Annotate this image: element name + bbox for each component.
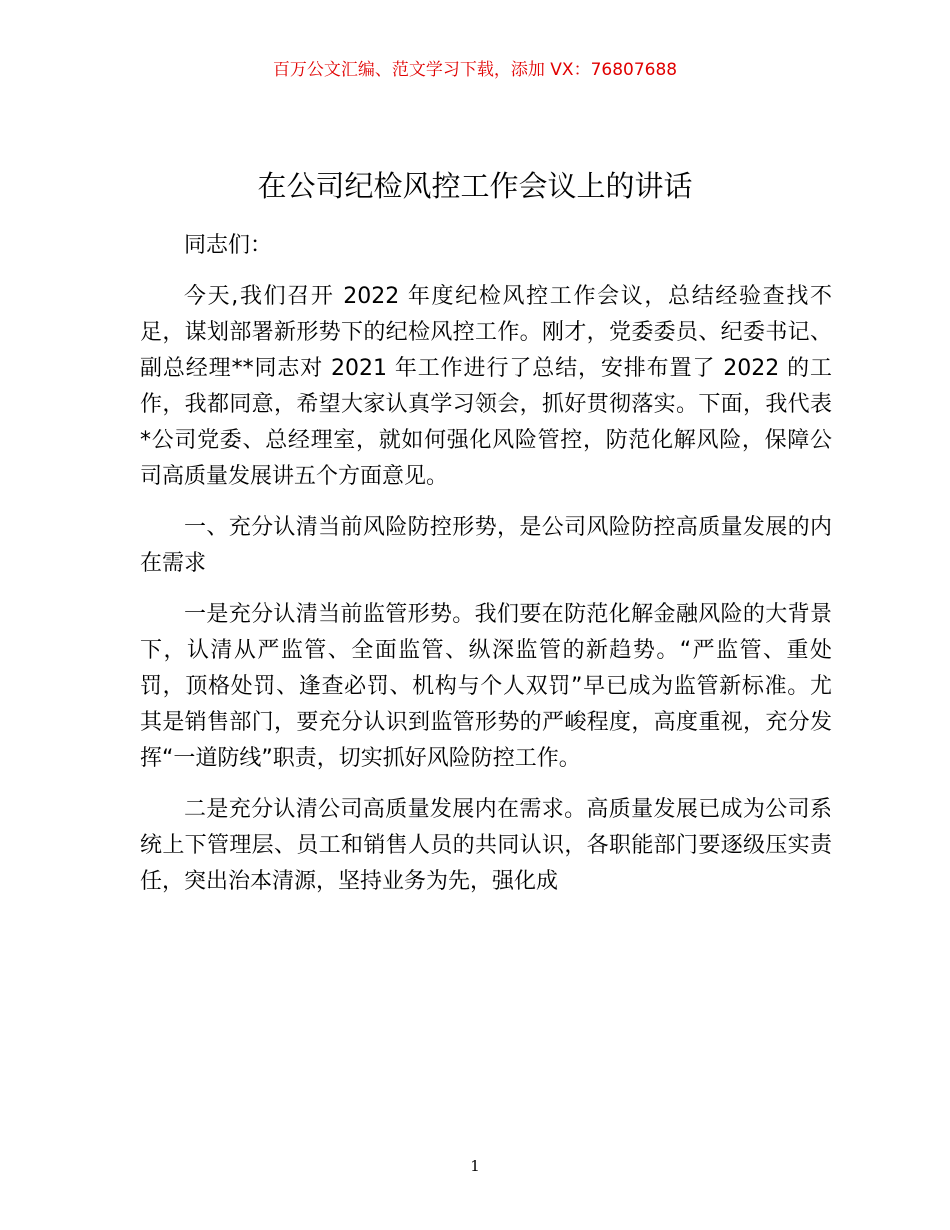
header-banner: 百万公文汇编、范文学习下载，添加 VX：76807688 <box>272 60 678 80</box>
point-two-paragraph: 二是充分认清公司高质量发展内在需求。高质量发展已成为公司系统上下管理层、员工和销售人员的共同认识，各职能部门要逐级压实责任，突出治本清源，坚持业务为先，强化成 <box>140 797 832 894</box>
salutation-paragraph: 同志们： <box>184 233 273 258</box>
page-number: 1 <box>470 1157 480 1175</box>
opening-paragraph: 今天,我们召开 2022 年度纪检风控工作会议，总结经验查找不足，谋划部署新形势下的纪检风控工作。刚才，党委委员、纪委书记、副总经理**同志对 2021 年工作进行了总结，安排布置了 2022 的工作，我都同意，希望大家认真学习领会，抓好贯彻落实。下面，我代表*公司党委、总经理室，就如何强化风险管控，防范化解风险，保障公司高质量发展讲五个方面意见。 <box>140 284 832 489</box>
point-one-paragraph: 一是充分认清当前监管形势。我们要在防范化解金融风险的大背景下，认清从严监管、全面监管、纵深监管的新趋势。“严监管、重处罚，顶格处罚、逢查必罚、机构与个人双罚”早已成为监管新标准。尤其是销售部门，要充分认识到监管形势的严峻程度，高度重视，充分发挥“一道防线”职责，切实抓好风险防控工作。 <box>140 602 832 771</box>
section-heading-1: 一、充分认清当前风险防控形势，是公司风险防控高质量发展的内在需求 <box>140 515 832 576</box>
document-title: 在公司纪检风控工作会议上的讲话 <box>257 169 693 203</box>
document-body <box>140 228 832 915</box>
